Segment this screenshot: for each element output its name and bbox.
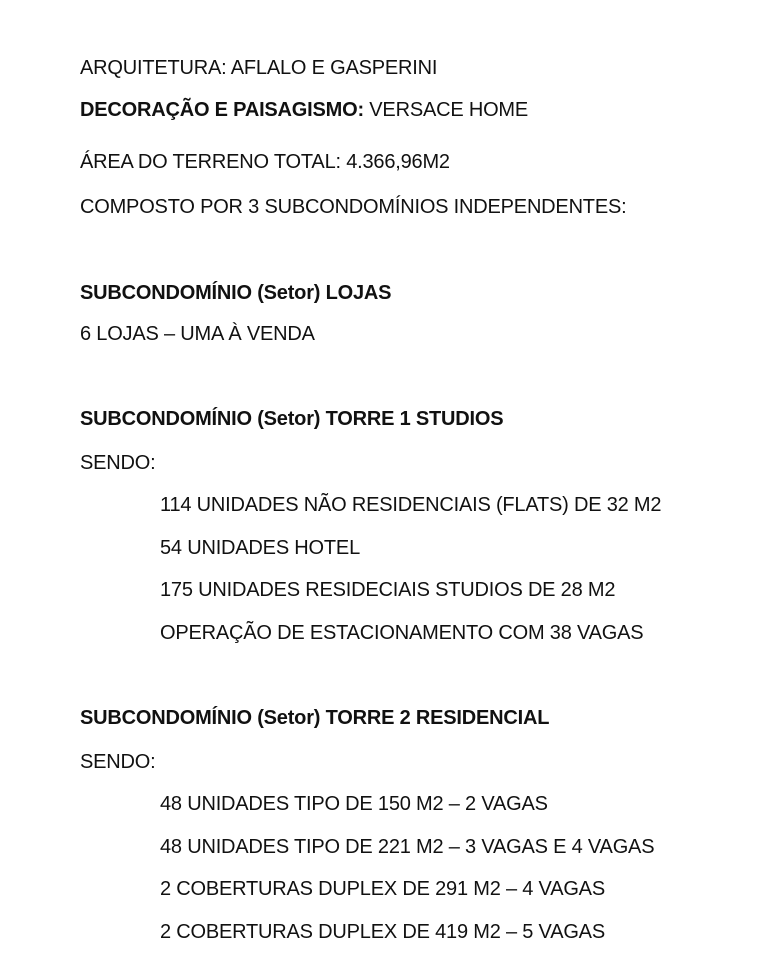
architecture-value: AFLALO E GASPERINI [226,57,438,79]
decoration-value: VERSACE HOME [363,99,529,121]
section-heading-torre-1 [80,407,503,431]
section-heading-lojas [80,281,391,305]
section-heading-text: SUBCONDOMÍNIO (Setor) TORRE 2 RESIDENCIAL [80,707,550,729]
architecture-label: ARQUITETURA: [80,57,227,79]
list-item: 175 UNIDADES RESIDECIAIS STUDIOS DE 28 M2 [160,579,616,601]
torre-1-intro: SENDO: [80,452,156,474]
section-heading-torre-2 [80,706,549,730]
land-area-line: ÁREA DO TERRENO TOTAL: 4.366,96M2 [80,151,450,173]
list-item: 2 COBERTURAS DUPLEX DE 419 M2 – 5 VAGAS [160,921,605,943]
decoration-label: DECORAÇÃO E PAISAGISMO: [80,99,364,121]
list-item: 2 COBERTURAS DUPLEX DE 291 M2 – 4 VAGAS [160,878,605,900]
decoration-line [80,98,528,122]
architecture-line [80,56,437,80]
lojas-detail-line: 6 LOJAS – UMA À VENDA [80,323,315,345]
list-item: OPERAÇÃO DE ESTACIONAMENTO COM 38 VAGAS [160,622,644,644]
composition-line: COMPOSTO POR 3 SUBCONDOMÍNIOS INDEPENDENTES: [80,196,627,218]
list-item: 114 UNIDADES NÃO RESIDENCIAIS (FLATS) DE 32 M2 [160,494,662,516]
list-item: 48 UNIDADES TIPO DE 221 M2 – 3 VAGAS E 4 VAGAS [160,836,655,858]
section-heading-text: SUBCONDOMÍNIO (Setor) TORRE 1 STUDIOS [80,408,504,430]
list-item: 54 UNIDADES HOTEL [160,537,360,559]
torre-2-intro: SENDO: [80,751,156,773]
section-heading-text: SUBCONDOMÍNIO (Setor) LOJAS [80,282,392,304]
list-item: 48 UNIDADES TIPO DE 150 M2 – 2 VAGAS [160,793,548,815]
